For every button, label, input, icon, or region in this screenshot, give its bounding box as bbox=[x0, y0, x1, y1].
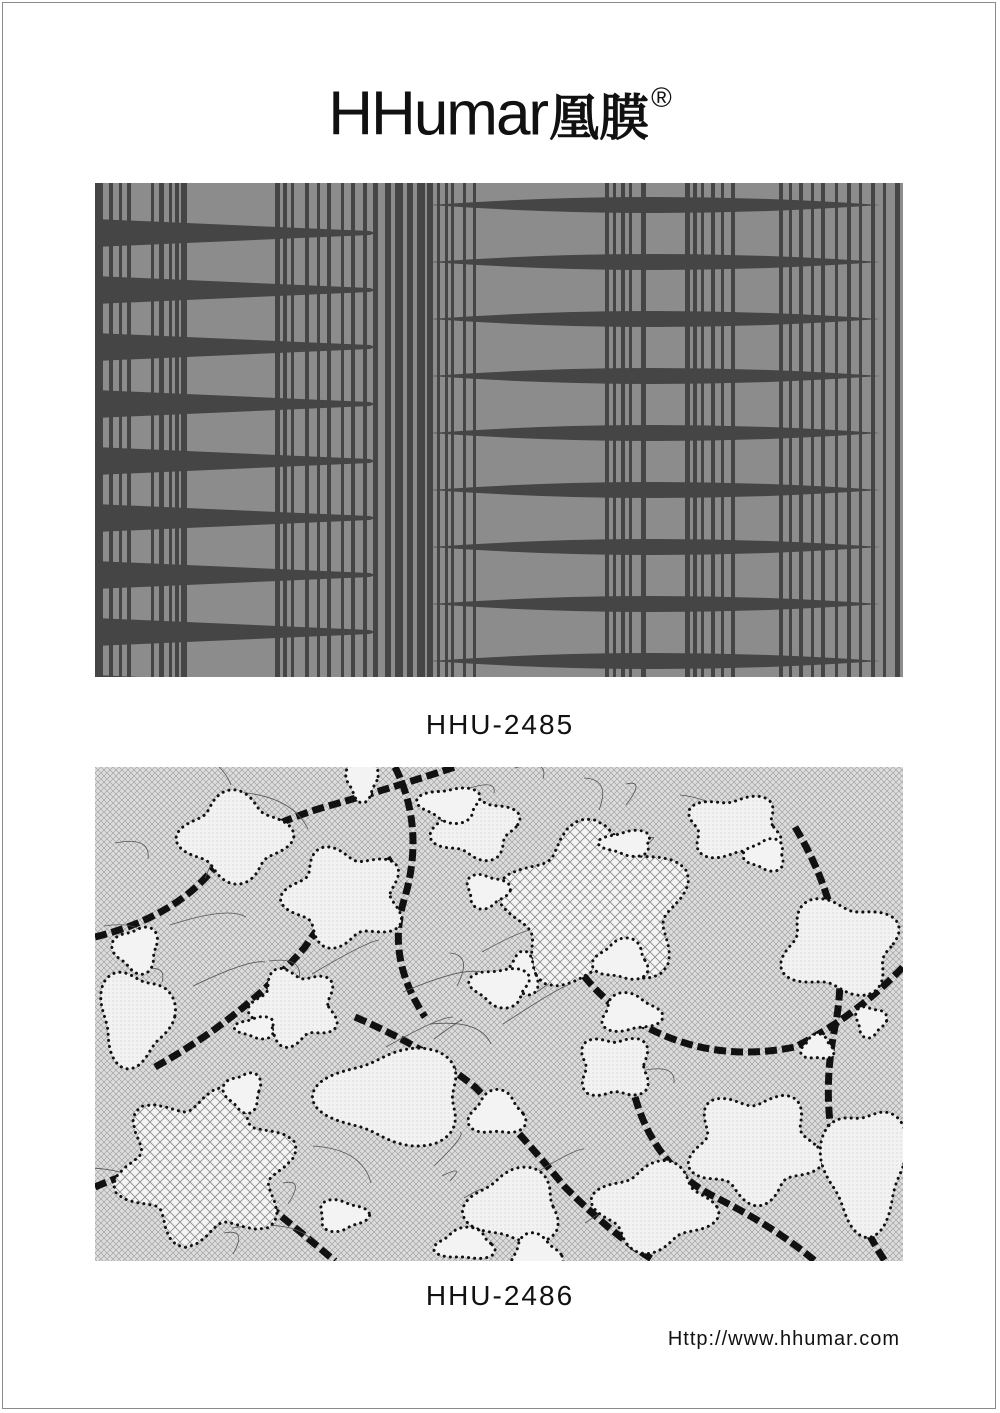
lace-flower bbox=[781, 899, 899, 996]
registered-mark: ® bbox=[651, 82, 672, 113]
product-code: HHU-2485 bbox=[425, 709, 575, 740]
product-code: HHU-2486 bbox=[425, 1280, 575, 1311]
pattern-swatch-hhu-2485 bbox=[95, 183, 903, 677]
floral-lace-pattern bbox=[95, 767, 903, 1261]
pattern-swatch-hhu-2486 bbox=[95, 767, 903, 1261]
brand-chinese-name: 凰膜 bbox=[549, 89, 650, 147]
brand-name: HHumar bbox=[328, 79, 548, 149]
stripe-spindle-pattern bbox=[95, 183, 903, 677]
lace-flower bbox=[582, 1038, 649, 1095]
website-url: Http://www.hhumar.com bbox=[667, 1328, 900, 1350]
brand-logo bbox=[0, 78, 1000, 158]
